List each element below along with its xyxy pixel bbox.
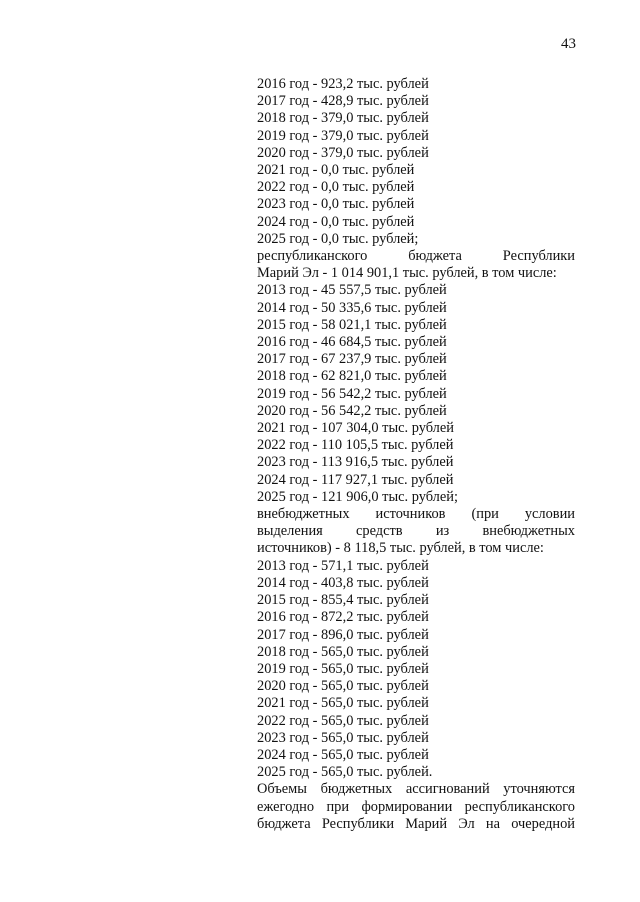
text-line: 2019 год - 379,0 тыс. рублей [257,127,429,144]
text-line: бюджета Республики Марий Эл на очередной [257,815,575,832]
text-line: 2023 год - 0,0 тыс. рублей [257,196,415,213]
text-line: 2021 год - 0,0 тыс. рублей [257,162,415,179]
text-line: Марий Эл - 1 014 901,1 тыс. рублей, в том числе: [257,265,557,282]
text-line: 2023 год - 565,0 тыс. рублей [257,729,429,746]
text-line: 2013 год - 45 557,5 тыс. рублей [257,282,447,299]
text-line: 2024 год - 565,0 тыс. рублей [257,746,429,763]
text-line: Объемы бюджетных ассигнований уточняются [257,781,575,798]
text-line: выделения средств из внебюджетных [257,523,575,540]
text-line: 2016 год - 872,2 тыс. рублей [257,609,429,626]
text-line: 2019 год - 565,0 тыс. рублей [257,660,429,677]
text-line: 2018 год - 379,0 тыс. рублей [257,110,429,127]
text-line: 2020 год - 565,0 тыс. рублей [257,678,429,695]
text-line: 2016 год - 46 684,5 тыс. рублей [257,334,447,351]
text-line: 2018 год - 565,0 тыс. рублей [257,643,429,660]
text-line: 2025 год - 565,0 тыс. рублей. [257,764,433,781]
text-line: 2017 год - 428,9 тыс. рублей [257,93,429,110]
text-line: 2022 год - 0,0 тыс. рублей [257,179,415,196]
page-number: 43 [561,36,576,52]
text-line: республиканского бюджета Республики [257,248,575,265]
text-line: 2013 год - 571,1 тыс. рублей [257,557,429,574]
text-line: 2021 год - 107 304,0 тыс. рублей [257,420,454,437]
text-line: внебюджетных источников (при условии [257,506,575,523]
text-line: 2021 год - 565,0 тыс. рублей [257,695,429,712]
text-line: 2014 год - 50 335,6 тыс. рублей [257,299,447,316]
text-line: 2019 год - 56 542,2 тыс. рублей [257,385,447,402]
text-line: ежегодно при формировании республиканского [257,798,575,815]
text-line: 2022 год - 110 105,5 тыс. рублей [257,437,454,454]
text-line: 2017 год - 896,0 тыс. рублей [257,626,429,643]
text-line: 2016 год - 923,2 тыс. рублей [257,76,429,92]
text-line: 2020 год - 56 542,2 тыс. рублей [257,402,447,419]
text-line: 2023 год - 113 916,5 тыс. рублей [257,454,454,471]
text-line: 2025 год - 0,0 тыс. рублей; [257,230,419,247]
text-line: 2022 год - 565,0 тыс. рублей [257,712,429,729]
text-line: 2024 год - 117 927,1 тыс. рублей [257,471,454,488]
text-line: 2024 год - 0,0 тыс. рублей [257,213,415,230]
document-body [257,76,575,833]
text-line: 2025 год - 121 906,0 тыс. рублей; [257,488,458,505]
text-line: 2018 год - 62 821,0 тыс. рублей [257,368,447,385]
text-line: 2015 год - 58 021,1 тыс. рублей [257,316,447,333]
text-line: источников) - 8 118,5 тыс. рублей, в том числе: [257,540,544,557]
text-line: 2014 год - 403,8 тыс. рублей [257,574,429,591]
text-line: 2020 год - 379,0 тыс. рублей [257,144,429,161]
text-line: 2015 год - 855,4 тыс. рублей [257,592,429,609]
text-line: 2017 год - 67 237,9 тыс. рублей [257,351,447,368]
